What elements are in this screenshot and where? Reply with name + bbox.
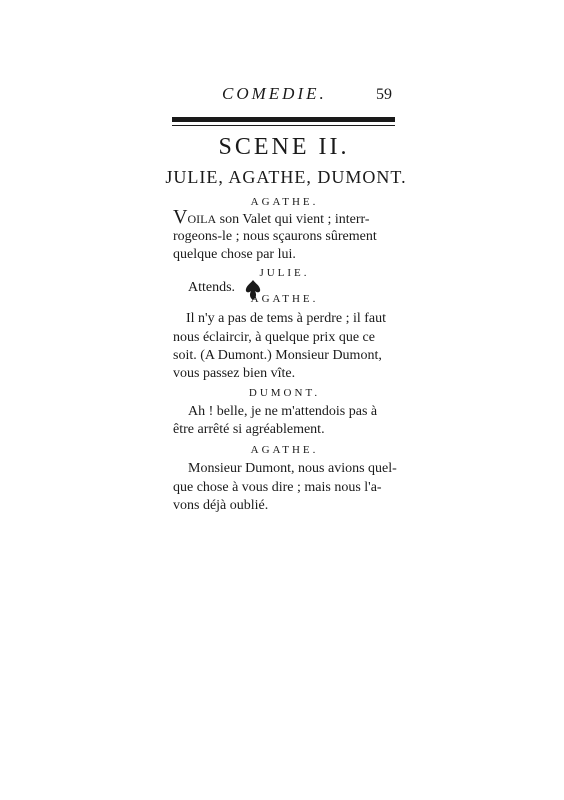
speaker-label: AGATHE. xyxy=(250,293,319,305)
speech-line: vons déjà oublié. xyxy=(173,498,269,513)
page-number: 59 xyxy=(376,86,392,103)
speech-line: quelque chose par lui. xyxy=(173,247,296,262)
line-text: son Valet qui vient ; interr- xyxy=(216,212,370,227)
scene-title: SCENE II. xyxy=(218,134,350,160)
speaker-label: DUMONT. xyxy=(248,387,321,399)
running-head: COMEDIE. xyxy=(222,84,327,103)
speech-line: Il n'y a pas de tems à perdre ; il faut xyxy=(186,311,387,326)
speech-line: vous passez bien vîte. xyxy=(173,366,296,381)
header-rule-thin xyxy=(172,125,395,126)
speech-line: Attends. xyxy=(188,280,236,295)
speech-line: être arrêté si agréablement. xyxy=(173,422,325,437)
speaker-label: JULIE. xyxy=(259,267,310,279)
speech-line: soit. (A Dumont.) Monsieur Dumont, xyxy=(173,348,382,363)
speech-line: rogeons-le ; nous sçaurons sûrement xyxy=(173,229,377,244)
speech-line: Ah ! belle, je ne m'attendois pas à xyxy=(188,404,378,419)
speech-line: que chose à vous dire ; mais nous l'a- xyxy=(173,480,382,495)
speaker-label: AGATHE. xyxy=(250,444,319,456)
speech-line xyxy=(173,206,370,228)
header-rule-thick xyxy=(172,117,395,122)
smallcaps-word: OILA xyxy=(187,212,217,226)
dropcap-letter: V xyxy=(173,206,188,228)
speaker-label: AGATHE. xyxy=(250,196,319,208)
speech-line: nous éclaircir, à quelque prix que ce xyxy=(173,330,375,345)
speech-line: Monsieur Dumont, nous avions quel- xyxy=(188,461,397,476)
scene-characters: JULIE, AGATHE, DUMONT. xyxy=(165,167,407,187)
